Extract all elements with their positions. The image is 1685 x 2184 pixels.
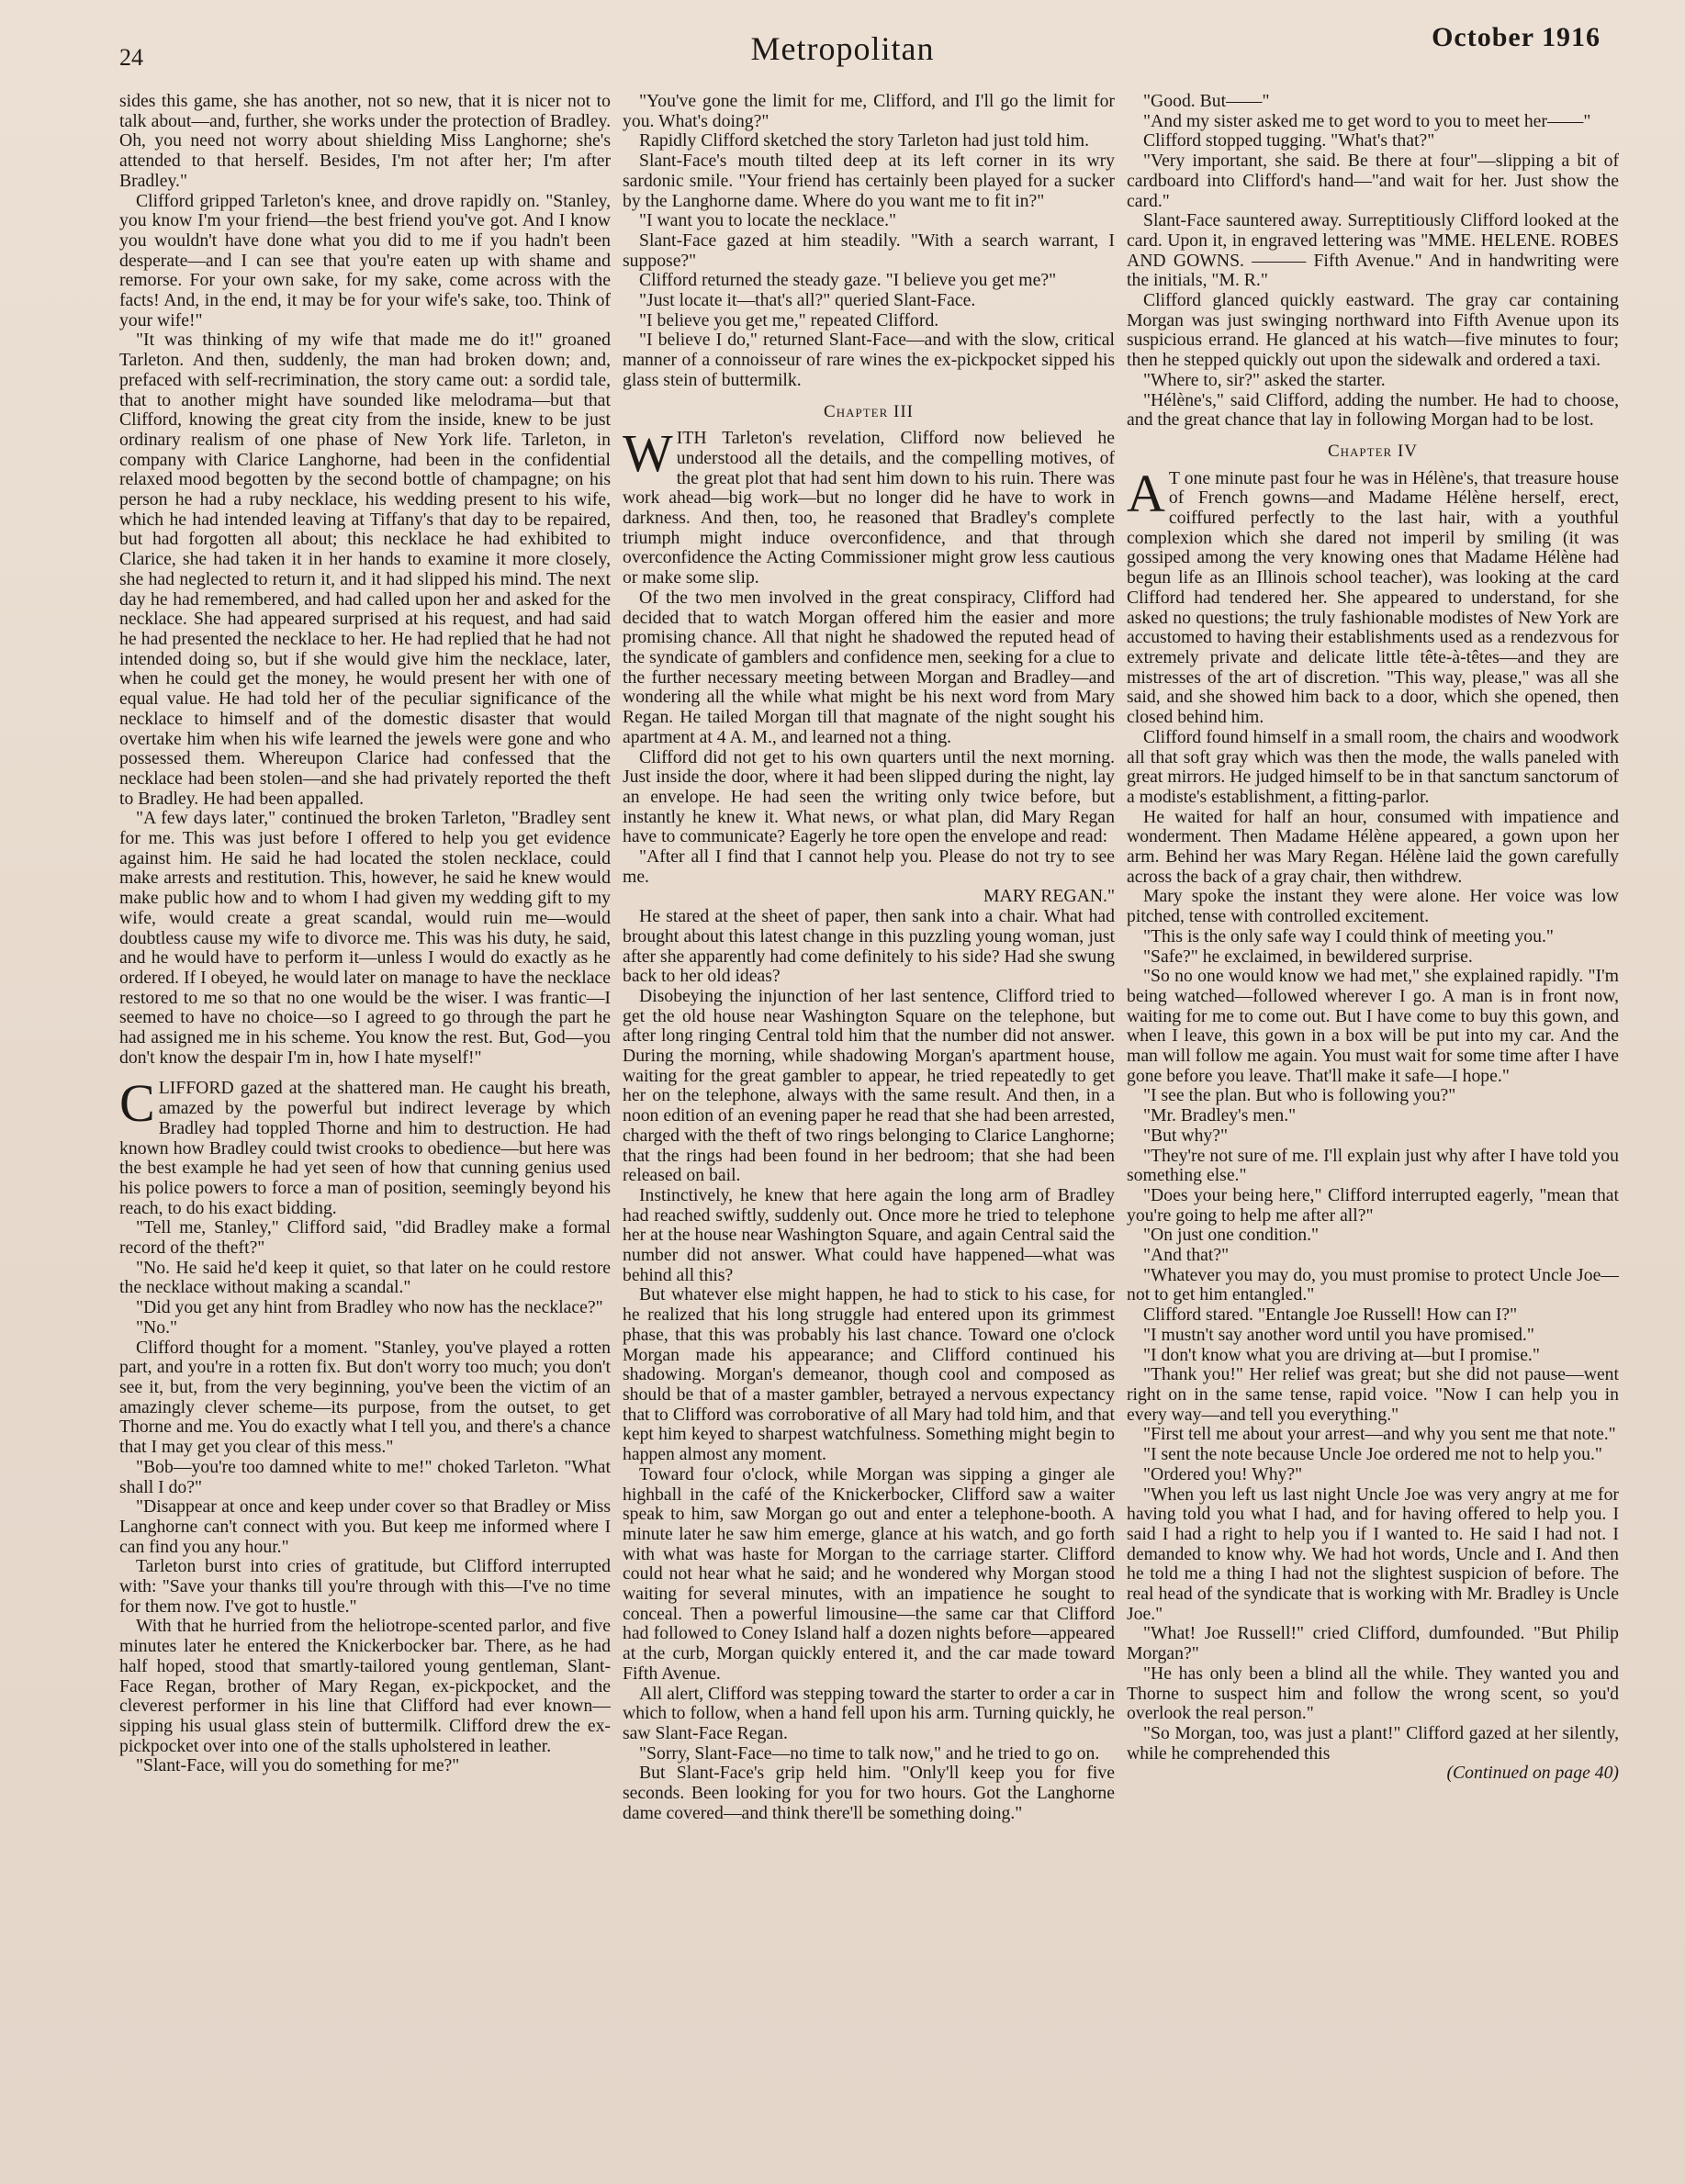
paragraph: "I sent the note because Uncle Joe ordered me not to help you."	[1143, 1444, 1602, 1465]
paragraph: Clifford thought for a moment. "Stanley, you've played a rotten part, and you're in a rotten fix. But don't worry too much; you don't see it, but, from the very beginning, you've been the victim of an amazingly clever scheme—its purpose, from the outset, to get Thorne and me. You do exactly what I tell you, and there's a chance that I may get you clear of this mess."	[119, 1337, 611, 1458]
paragraph: "I mustn't say another word until you have promised."	[1143, 1324, 1534, 1345]
paragraph: "Where to, sir?" asked the starter.	[1143, 369, 1386, 390]
paragraph: Clifford found himself in a small room, the chairs and woodwork all that soft gray which was then the mode, the walls paneled with great mirrors. He judged himself to be in that sanctum sanctorum of a modiste's establishment, a fitting-parlor.	[1127, 726, 1619, 807]
column-1	[119, 92, 611, 2176]
paragraph: "But why?"	[1143, 1125, 1229, 1146]
column-2	[623, 92, 1115, 2176]
paragraph: "You've gone the limit for me, Clifford, and I'll go the limit for you. What's doing?"	[623, 92, 1115, 131]
paragraph: Tarleton burst into cries of gratitude, but Clifford interrupted with: "Save your thanks till you're through with this—I've no time for them now. I've got to hustle."	[119, 1556, 611, 1617]
paragraph: "Did you get any hint from Bradley who now has the necklace?"	[136, 1297, 603, 1318]
paragraph: Slant-Face's mouth tilted deep at its left corner in its wry sardonic smile. "Your friend has certainly been played for a sucker by the Langhorne dame. Where do you want me to fit in?"	[623, 151, 1115, 211]
paragraph: "Whatever you may do, you must promise to protect Uncle Joe—not to get him entangled."	[1127, 1264, 1619, 1305]
paragraph: "On just one condition."	[1143, 1225, 1320, 1246]
paragraph: "No. He said he'd keep it quiet, so that later on he could restore the necklace without making a scandal."	[119, 1257, 611, 1298]
drop-cap: A	[1127, 463, 1165, 523]
letter-text: "After all I find that I cannot help you. Please do not try to see me.	[623, 846, 1115, 887]
paragraph: "Bob—you're too damned white to me!" choked Tarleton. "What shall I do?"	[119, 1456, 611, 1497]
paragraph: Slant-Face gazed at him steadily. "With a search warrant, I suppose?"	[623, 230, 1115, 271]
paragraph: "What! Joe Russell!" cried Clifford, dumfounded. "But Philip Morgan?"	[1127, 1623, 1619, 1664]
drop-cap: W	[623, 423, 673, 484]
paragraph: Instinctively, he knew that here again the long arm of Bradley had reached swiftly, suddenly out. Once more he tried to telephone her at the house near Washington Square, and again Central said the number did not answer. What could have happened—what was behind all this?	[623, 1184, 1115, 1285]
paragraph: "First tell me about your arrest—and why you sent me that note."	[1143, 1424, 1616, 1445]
paragraph: "It was thinking of my wife that made me do it!" groaned Tarleton. And then, suddenly, the man had broken down; and, prefaced with self-recrimination, the story came out: a sordid tale, that to another might have sounded like melodrama—but that Clifford, knowing the great city from the inside, knew to be just ordinary realism of one phase of New York life. Tarleton, in company with Clarice Langhorne, had been in the confidential relaxed mood begotten by the second bottle of champagne; on his person he had a ruby necklace, his wedding present to his wife, which he had intended leaving at Tiffany's that day to be repaired, but had forgotten all about; this necklace he had exhibited to Clarice, she had taken it in her hands to examine it more closely, she had neglected to return it, and it had slipped his mind. The next day he had remembered, and had called upon her and asked for the necklace. She had appeared surprised at his request, and had said he had presented the necklace to her. He had replied that he had not intended doing so, but if she would give him the necklace, later, when he could get the money, he would present her with one of equal value. He had told her of the peculiar significance of the necklace to himself and of the domestic disaster that would overtake him when his wife learned the jewels were gone and who possessed them. Whereupon Clarice had confessed that the necklace had been stolen—and she had privately reported the theft to Bradley. He had been appalled.	[119, 330, 611, 809]
section-lead	[119, 1073, 611, 1218]
paragraph: "Good. But——"	[1143, 92, 1270, 111]
paragraph: "Thank you!" Her relief was great; but she did not pause—went right on in the same tense, rapid voice. "Now I can help you in every way—and tell you everything."	[1127, 1364, 1619, 1425]
paragraph: Toward four o'clock, while Morgan was sipping a ginger ale highball in the café of the Knickerbocker, Clifford saw a waiter speak to him, saw Morgan go out and enter a telephone-booth. A minute later he saw him emerge, glance at his watch, and go forth with what was haste for Morgan to the carriage starter. Clifford could not hear what he said; and he wondered why Morgan stood waiting for several minutes, with an impatience he sought to conceal. Then a powerful limousine—the same car that Clifford had followed to Coney Island half a dozen nights before—appeared at the curb, Morgan quickly entered it, and the car made toward Fifth Avenue.	[623, 1463, 1115, 1684]
paragraph: Clifford stared. "Entangle Joe Russell! How can I?"	[1143, 1305, 1518, 1326]
page-number: 24	[119, 44, 143, 71]
paragraph: Clifford returned the steady gaze. "I believe you get me?"	[639, 270, 1057, 291]
paragraph: But whatever else might happen, he had to stick to his case, for he realized that his long struggle had entered upon its grimmest phase, that this was probably his last chance. Toward one o'clock Morgan made his appearance; and Clifford continued his shadowing. Morgan's demeanor, though cool and composed as should be that of a master gambler, betrayed a nervous expectancy that to Clifford was corroborative of all Mary had told him, and that kept him keyed to sharpest watchfulness. Something might begin to happen almost any moment.	[623, 1284, 1115, 1465]
paragraph: "When you left us last night Uncle Joe was very angry at me for having told you what I had, and for having offered to help you. I said I had a right to help you if I wanted to. He said I had not. I demanded to know why. We had hot words, Uncle and I. And then he told me a thing I had not the slightest suspicion of before. The real head of the syndicate that is working with Mr. Bradley is Uncle Joe."	[1127, 1484, 1619, 1624]
paragraph: Disobeying the injunction of her last sentence, Clifford tried to get the old house near Washington Square on the telephone, but after long ringing Central told him that the number did not answer. During the morning, while shadowing Morgan's apartment house, waiting for the great gambler to appear, he tried repeatedly to get her on the telephone, always with the same result. And then, in a noon edition of an evening paper he read that she had been arrested, charged with the theft of two rings belonging to Clarice Langhorne; that the rings had been found in her bedroom; that she had been released on bail.	[623, 985, 1115, 1186]
letter-signature: MARY REGAN."	[983, 886, 1115, 907]
chapter-heading: Chapter III	[824, 401, 914, 421]
paragraph: "Slant-Face, will you do something for me?"	[136, 1755, 460, 1776]
page-header	[0, 0, 1685, 83]
paragraph: "Tell me, Stanley," Clifford said, "did Bradley make a formal record of the theft?"	[119, 1217, 611, 1259]
paragraph: Mary spoke the instant they were alone. Her voice was low pitched, tense with controlled excitement.	[1127, 886, 1619, 927]
paragraph: He waited for half an hour, consumed with impatience and wonderment. Then Madame Hélène appeared, a gown upon her arm. Behind her was Mary Regan. Hélène laid the gown carefully across the back of a gray chair, then withdrew.	[1127, 806, 1619, 887]
paragraph: All alert, Clifford was stepping toward the starter to order a car in which to follow, when a hand fell upon his arm. Turning quickly, he saw Slant-Face Regan.	[623, 1683, 1115, 1743]
paragraph: With that he hurried from the heliotrope-scented parlor, and five minutes later he entered the Knickerbocker bar. There, as he had half hoped, stood that smartly-tailored young gentleman, Slant-Face Regan, brother of Mary Regan, ex-pickpocket, and the cleverest performer in his line that Clifford had ever known—sipping his usual glass stein of buttermilk. Clifford drew the ex-pickpocket over into one of the stalls upholstered in leather.	[119, 1616, 611, 1756]
section-lead-text: LIFFORD gazed at the shattered man. He caught his breath, amazed by the powerful but indirect leverage by which Bradley had toppled Thorne and him to destruction. He had known how Bradley could twist crooks to obedience—but here was the best example he had yet seen of how that cunning genius used his police powers to force a man of position, seemingly beyond his reach, to do his exact bidding.	[119, 1078, 611, 1218]
issue-date: October 1916	[1432, 22, 1601, 52]
chapter-lead-text: ITH Tarleton's revelation, Clifford now believed he understood all the details, and the compelling motives, of the great plot that had sent him down to his ruin. There was work ahead—big work—but no longer did he have to work in darkness. And then, too, he reasoned that Bradley's complete triumph might induce overconfidence, and that through overconfidence the Acting Commissioner might grow less cautious or make some slip.	[623, 428, 1115, 588]
drop-cap: C	[119, 1073, 155, 1134]
chapter-heading: Chapter IV	[1327, 441, 1419, 461]
paragraph: "Just locate it—that's all?" queried Slant-Face.	[639, 290, 976, 311]
paragraph: But Slant-Face's grip held him. "Only'll keep you for five seconds. Been looking for you for two hours. Got the Langhorne dame covered—and think there'll be something doing."	[623, 1763, 1115, 1823]
paragraph: Slant-Face sauntered away. Surreptitiously Clifford looked at the card. Upon it, in engraved lettering was "MME. HELENE. ROBES AND GOWNS. ——— Fifth Avenue." And in handwriting were the initials, "M. R."	[1127, 210, 1619, 291]
chapter-lead	[1127, 463, 1619, 728]
paragraph: "And that?"	[1143, 1245, 1230, 1266]
column-3	[1127, 92, 1619, 2176]
paragraph: "So Morgan, too, was just a plant!" Clifford gazed at her silently, while he comprehended this	[1127, 1722, 1619, 1764]
paragraph: "Very important, she said. Be there at four"—slipping a bit of cardboard into Clifford's hand—"and wait for her. Just show the card."	[1127, 151, 1619, 211]
paragraph: sides this game, she has another, not so new, that it is nicer not to talk about—and, further, she works under the protection of Bradley. Oh, you need not worry about shielding Miss Langhorne; she's attended to that herself. Besides, I'm not after her; I'm after Bradley."	[119, 92, 611, 191]
paragraph: "I see the plan. But who is following you?"	[1143, 1085, 1456, 1106]
paragraph: "So no one would know we had met," she explained rapidly. "I'm being watched—followed wherever I go. A man is in front now, waiting for me to come out. But I have come to buy this gown, and when I leave, this gown in a box will be put into my car. And the man will follow me again. You must wait for some time after I have gone before you leave. That'll make it safe—I hope."	[1127, 966, 1619, 1086]
paragraph: "Mr. Bradley's men."	[1143, 1105, 1297, 1126]
magazine-title: Metropolitan	[750, 30, 935, 67]
paragraph: "Safe?" he exclaimed, in bewildered surprise.	[1143, 946, 1473, 967]
paragraph: "They're not sure of me. I'll explain just why after I have told you something else."	[1127, 1145, 1619, 1186]
paragraph: "Hélène's," said Clifford, adding the number. He had to choose, and the great chance that lay in following Morgan had to be lost.	[1127, 389, 1619, 431]
paragraph: "And my sister asked me to get word to you to meet her——"	[1143, 110, 1591, 131]
paragraph: Of the two men involved in the great conspiracy, Clifford had decided that to watch Morgan offered him the easier and more promising chance. All that night he shadowed the reputed head of the syndicate of gamblers and confidence men, seeking for a clue to the further necessary meeting between Morgan and Bradley—and wondering all the while what might be his next word from Mary Regan. He tailed Morgan till that magnate of the night sought his apartment at 4 A. M., and learned not a thing.	[623, 587, 1115, 747]
chapter-lead-text: T one minute past four he was in Hélène's, that treasure house of French gowns—and Madame Hélène herself, erect, coiffured perfectly to the last hair, with a youthful complexion which she dared not imperil by smiling (it was gossiped among the very knowing ones that Madame Hélène had begun life as an Illinois school teacher), was looking at the card Clifford had tendered her. She appeared to understand, for she asked no questions; the truly fashionable modistes of New York are accustomed to having their establishments used as a rendezvous for extremely private and delicate little tête-à-têtes—and they are mistresses of the art of discretion. "This way, please," was all she said, and she showed him back to a door, which she opened, then closed behind him.	[1127, 467, 1619, 728]
paragraph: "No."	[136, 1316, 178, 1338]
paragraph: "I don't know what you are driving at—but I promise."	[1143, 1344, 1540, 1365]
paragraph: "Ordered you! Why?"	[1143, 1463, 1303, 1484]
paragraph: He stared at the sheet of paper, then sank into a chair. What had brought about this latest change in this puzzling young woman, just after she apparently had come definitely to his side? Had she swung back to her old ideas?	[623, 906, 1115, 987]
paragraph: "Disappear at once and keep under cover so that Bradley or Miss Langhorne can't connect with you. But keep me informed where I can find you any hour."	[119, 1496, 611, 1557]
paragraph: Clifford glanced quickly eastward. The gray car containing Morgan was just swinging northward into Fifth Avenue upon its suspicious errand. He glanced at his watch—five minutes to four; then he stepped quickly out upon the sidewalk and ordered a taxi.	[1127, 290, 1619, 371]
paragraph: Rapidly Clifford sketched the story Tarleton had just told him.	[639, 130, 1090, 151]
paragraph: "A few days later," continued the broken Tarleton, "Bradley sent for me. This was just before I offered to help you get evidence against him. He said he had located the stolen necklace, could make arrests and restitution. This, however, he said he knew would make public how and to whom I had given my wedding gift to my wife, would create a great scandal, would ruin me—would doubtless cause my wife to divorce me. This was his duty, he said, and he would have to perform it—unless I would do exactly as he ordered. If I obeyed, he would later on manage to have the necklace restored to me so that no one would be the wiser. I was frantic—I seemed to have no choice—so I agreed to go through the part he had assigned me in his scheme. You know the rest. But, God—you don't know the despair I'm in, how I hate myself!"	[119, 808, 611, 1068]
paragraph: "He has only been a blind all the while. They wanted you and Thorne to suspect him and follow the wrong scent, so you'd overlook the real person."	[1127, 1663, 1619, 1724]
paragraph: "I want you to locate the necklace."	[639, 210, 897, 231]
paragraph: "Does your being here," Clifford interrupted eagerly, "mean that you're going to help me after all?"	[1127, 1184, 1619, 1226]
chapter-lead	[623, 423, 1115, 588]
paragraph: Clifford did not get to his own quarters until the next morning. Just inside the door, where it had been slipped during the night, lay an envelope. He had seen the writing only twice before, but instantly he knew it. What news, or what plan, did Mary Regan have to communicate? Eagerly he tore open the envelope and read:	[623, 746, 1115, 847]
paragraph: "This is the only safe way I could think of meeting you."	[1143, 925, 1554, 946]
paragraph: "I believe you get me," repeated Clifford.	[639, 309, 939, 330]
continued-note: (Continued on page 40)	[1446, 1763, 1619, 1784]
paragraph: "Sorry, Slant-Face—no time to talk now," and he tried to go on.	[639, 1742, 1100, 1764]
paragraph: "I believe I do," returned Slant-Face—and with the slow, critical manner of a connoisseur of rare wines the ex-pickpocket sipped his glass stein of buttermilk.	[623, 330, 1115, 390]
paragraph: Clifford stopped tugging. "What's that?"	[1143, 130, 1435, 151]
paragraph: Clifford gripped Tarleton's knee, and drove rapidly on. "Stanley, you know I'm your friend—the best friend you've got. And I know you wouldn't have done what you did to me if you hadn't been desperate—and I can see that you're eaten up with shame and remorse. For your own sake, for my sake, come across with the facts! And, in the end, it may be for your wife's sake, too. Think of your wife!"	[119, 190, 611, 330]
